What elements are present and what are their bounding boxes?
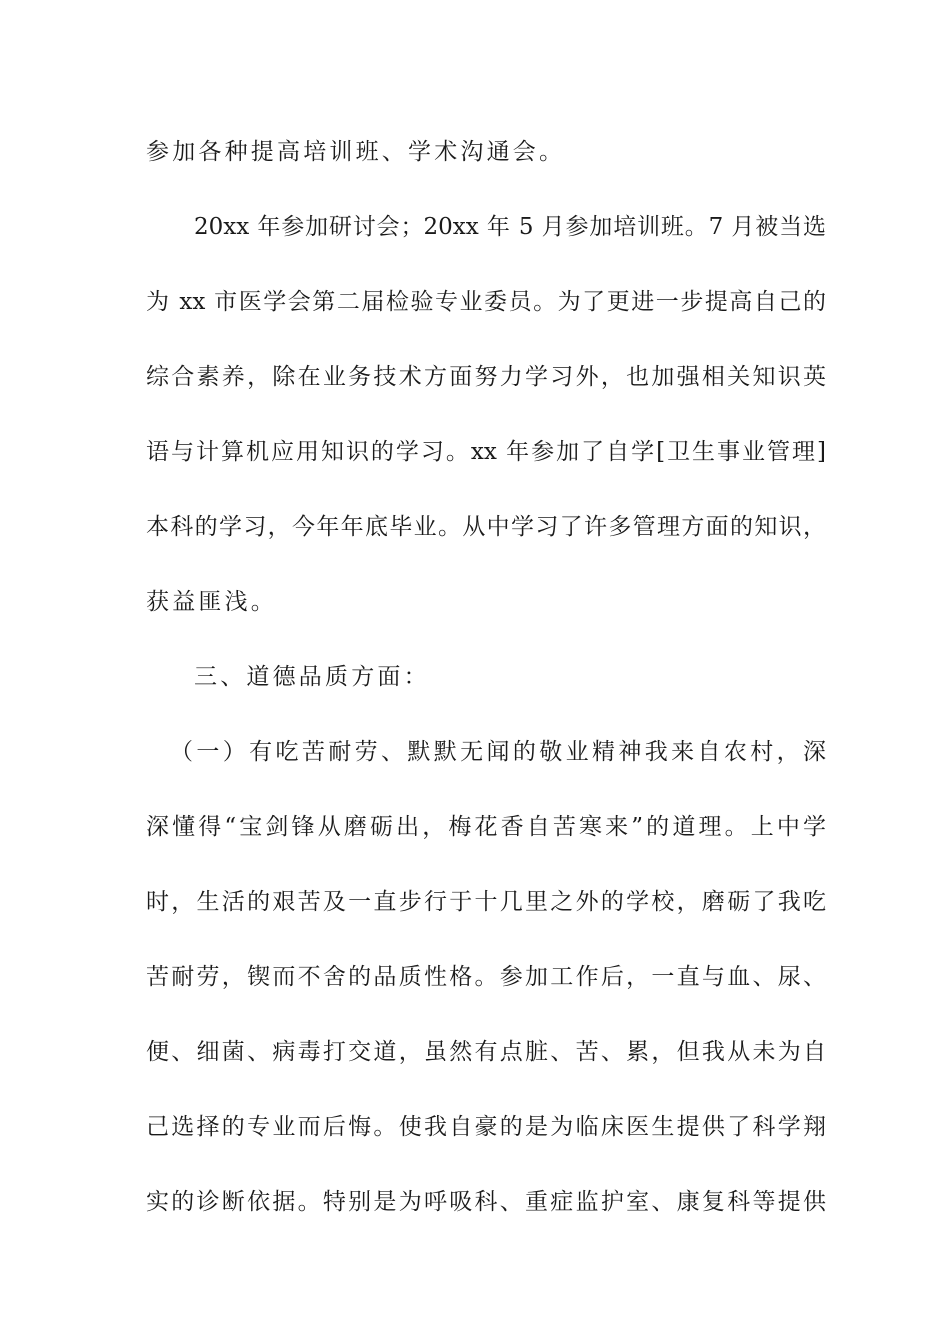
text-line: 20xx 年参加研讨会；20xx 年 5 月参加培训班。7 月被当选 xyxy=(194,214,826,240)
section-heading: 三、道德品质方面： xyxy=(194,664,430,690)
text-line: 综合素养，除在业务技术方面努力学习外，也加强相关知识英 xyxy=(146,364,826,390)
text-line: 本科的学习，今年年底毕业。从中学习了许多管理方面的知识， xyxy=(146,514,826,540)
subsection-heading: （一）有吃苦耐劳、默默无闻的敬业精神我来自农村，深 xyxy=(170,739,826,765)
text-line: 实的诊断依据。特别是为呼吸科、重症监护室、康复科等提供 xyxy=(146,1189,826,1215)
text-line: 深懂得“宝剑锋从磨砺出，梅花香自苦寒来”的道理。上中学 xyxy=(146,814,826,840)
text-line: 获益匪浅。 xyxy=(146,589,277,615)
text-line: 参加各种提高培训班、学术沟通会。 xyxy=(146,139,566,165)
text-line: 便、细菌、病毒打交道，虽然有点脏、苦、累，但我从未为自 xyxy=(146,1039,826,1065)
text-line: 己选择的专业而后悔。使我自豪的是为临床医生提供了科学翔 xyxy=(146,1114,826,1140)
text-line: 时，生活的艰苦及一直步行于十几里之外的学校，磨砺了我吃 xyxy=(146,889,826,915)
text-line: 苦耐劳，锲而不舍的品质性格。参加工作后，一直与血、尿、 xyxy=(146,964,826,990)
text-line: 语与计算机应用知识的学习。xx 年参加了自学[卫生事业管理] xyxy=(146,439,826,465)
text-line: 为 xx 市医学会第二届检验专业委员。为了更进一步提高自己的 xyxy=(146,289,826,315)
